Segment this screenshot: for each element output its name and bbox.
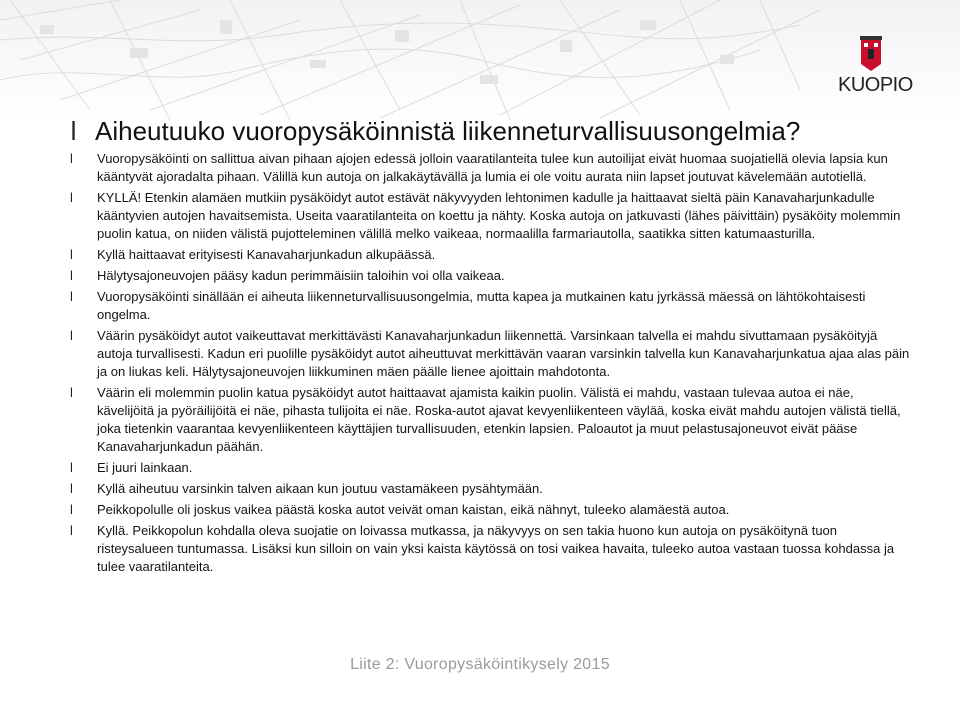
footer-caption: Liite 2: Vuoropysäköintikysely 2015: [350, 656, 610, 673]
list-item: [70, 246, 910, 264]
list-item: [70, 522, 910, 576]
bullet: l: [70, 460, 73, 475]
list-item-text: Hälytysajoneuvojen pääsy kadun perimmäisiin taloihin voi olla vaikeaa.: [97, 268, 505, 283]
list-item: [70, 189, 910, 243]
list-item: [70, 480, 910, 498]
list-item: [70, 459, 910, 477]
bullet: l: [70, 289, 73, 304]
list-item-text: Vuoropysäköinti on sallittua aivan pihaan ajojen edessä jolloin vaaratilanteita tulee kun autoilijat eivät huomaa suojatiellä olevia lapsia kun kääntyvät ajoradalta pihaan. Välillä kun autoja on jalkakäytävällä ja lumia ei ole voitu aurata niin lapset joutuvat kävelemään autotiellä.: [97, 151, 888, 184]
bullet: l: [70, 481, 73, 496]
title-row: [70, 116, 800, 147]
header-map-background: [0, 0, 960, 120]
bullet: l: [70, 385, 73, 400]
list-item: [70, 501, 910, 519]
bullet: l: [70, 268, 73, 283]
list-item-text: Kyllä. Peikkopolun kohdalla oleva suojatie on loivassa mutkassa, ja näkyvyys on sen takia huono kun autoja on pysäköitynä tuon risteysalueen tuntumassa. Lisäksi kun silloin on vain yksi kaista käytössä on tosi vaikea havaita, tuleeko autoa vastaan tuossa kohdassa ja tulee vaaratilanteita.: [97, 523, 895, 574]
list-item: [70, 267, 910, 285]
kuopio-coat-of-arms-icon: [832, 34, 912, 74]
list-item-text: Väärin eli molemmin puolin katua pysäköidyt autot haittaavat ajamista kaikin puolin. Välistä ei mahdu, vastaan tulevaa autoa ei näe, kävelijöitä ja pyöräilijöitä ei näe, pihasta tulijoita ei näe. Roska-autot ajavat kevyenliikenteen väylää, koska eivät mahdu autojen välistä tiellä, joka tietenkin vaarantaa kevyenliikenteen käyttäjien turvallisuuden, etenkin lapsien. Paloautot ja muut pelastusajoneuvot eivät pääse Kanavaharjunkadun päähän.: [97, 385, 901, 454]
list-item: [70, 288, 910, 324]
list-item: [70, 384, 910, 456]
bullet: l: [70, 247, 73, 262]
bullet: l: [70, 190, 73, 205]
list-item-text: Peikkopolulle oli joskus vaikea päästä koska autot veivät oman kaistan, eikä nähnyt, tuleeko alamäestä autoa.: [97, 502, 730, 517]
page-title: Aiheutuuko vuoropysäköinnistä liikenneturvallisuusongelmia?: [95, 116, 801, 146]
bullet: l: [70, 523, 73, 538]
response-list: [70, 150, 910, 579]
street-map-graphic: [0, 0, 960, 120]
bullet: l: [70, 151, 73, 166]
list-item-text: Ei juuri lainkaan.: [97, 460, 193, 475]
bullet: l: [70, 502, 73, 517]
list-item-text: Väärin pysäköidyt autot vaikeuttavat merkittävästi Kanavaharjunkadun liikennettä. Varsinkaan talvella ei mahdu sivuttamaan pysäköityjä autoja turvallisesti. Kadun eri puolille pysäköidyt autot aiheuttuvat merkittävän vaaran varsinkin talvella kun Kanavaharjunkatua ajaa alas päin ja on liukas keli. Hälytysajoneuvojen liikkuminen mäen päälle lienee ajoittain mahdotonta.: [97, 328, 910, 379]
list-item: [70, 327, 910, 381]
title-bullet: l: [70, 116, 77, 146]
list-item: [70, 150, 910, 186]
list-item-text: Kyllä haittaavat erityisesti Kanavaharjunkadun alkupäässä.: [97, 247, 436, 262]
list-item-text: Kyllä aiheutuu varsinkin talven aikaan kun joutuu vastamäkeen pysähtymään.: [97, 481, 543, 496]
list-item-text: Vuoropysäköinti sinällään ei aiheuta liikenneturvallisuusongelmia, mutta kapea ja mutkainen katu jyrkässä mäessä on lähtökohtaisesti ongelma.: [97, 289, 866, 322]
logo-text: KUOPIO: [838, 74, 913, 96]
list-item-text: KYLLÄ! Etenkin alamäen mutkiin pysäköidyt autot estävät näkyvyyden lehtonimen kadulle ja haittaavat sieltä päin Kanavaharjunkadulle kääntyvien autojen havaitsemista. Useita vaaratilanteita on koettu ja nähty. Koska autoja on jatkuvasti (lähes päivittäin) pysäköity molemmin puolin katua, on niiden välistä pujotteleminen välillä melko vaikeaa, normaalilla farmariautolla, saatikka sitten katumaasturilla.: [97, 190, 901, 241]
bullet: l: [70, 328, 73, 343]
